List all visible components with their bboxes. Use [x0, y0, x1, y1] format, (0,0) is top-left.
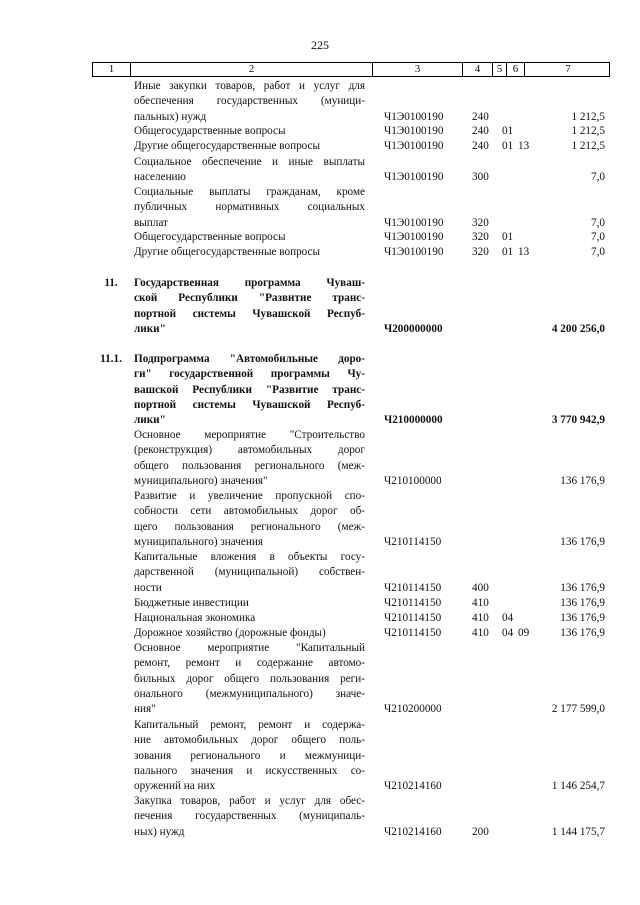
row-amount: 1 144 175,7	[551, 825, 605, 838]
row-code: Ч210114150	[384, 627, 442, 639]
row-code: Ч1Э0100190	[384, 231, 444, 243]
row-name-line: муниципального) значения	[134, 535, 263, 548]
row-code: Ч1Э0100190	[384, 246, 444, 258]
row-name-line: оружений на них	[134, 780, 216, 793]
row-amount: 4 200 256,0	[551, 322, 605, 335]
row-amount: 136 176,9	[560, 597, 605, 609]
row-amount: 136 176,9	[560, 627, 605, 639]
row-code: Ч210214160	[384, 780, 442, 793]
row-name-line: населению	[134, 171, 186, 184]
row-name-line: Национальная экономика	[134, 612, 256, 624]
row-code: Ч1Э0100190	[384, 110, 444, 123]
row-name	[134, 718, 365, 794]
row-name-line: Подпрограмма "Автомобильные доро-	[134, 353, 365, 365]
row-name-line: ности	[134, 581, 162, 594]
page-number: 225	[311, 38, 329, 52]
row-section: 01	[502, 231, 514, 243]
header-col-3: 3	[373, 63, 463, 76]
row-amount: 7,0	[591, 231, 605, 243]
row-name-line: Иные закупки товаров, работ и услуг для	[134, 80, 365, 92]
row-name	[134, 230, 365, 245]
row-code: Ч1Э0100190	[384, 125, 444, 137]
row-code: Ч210114150	[384, 612, 442, 624]
row-name-line: выплат	[134, 216, 168, 229]
row-name-line: Основное мероприятие "Капитальный	[134, 642, 365, 654]
row-name-line: Общегосударственные вопросы	[134, 125, 286, 137]
row-name-line: Капитальные вложения в объекты госу-	[134, 551, 365, 563]
row-expense-type: 410	[472, 627, 489, 639]
row-name	[134, 245, 365, 260]
row-amount: 136 176,9	[560, 474, 605, 487]
row-name	[134, 611, 365, 626]
row-name-line: пальных) нужд	[134, 110, 207, 123]
row-name-line: ской Республики "Развитие транс-	[134, 292, 365, 305]
row-expense-type: 300	[472, 171, 489, 184]
row-amount: 136 176,9	[560, 581, 605, 594]
row-name-line: (реконструкция) автомобильных дорог	[134, 444, 365, 457]
header-col-4: 4	[463, 63, 493, 76]
row-name-line: щего пользования регионального (меж-	[134, 520, 365, 533]
row-name-line: публичных нормативных социальных	[134, 201, 365, 214]
row-expense-type: 200	[472, 825, 489, 838]
row-section: 01	[502, 140, 514, 152]
row-amount: 2 177 599,0	[551, 703, 605, 716]
header-col-5: 5	[493, 63, 507, 76]
row-name-line: ремонт, ремонт и содержание автомо-	[134, 657, 365, 670]
row-name	[134, 641, 365, 717]
row-name-line: пального значения и искусственных со-	[134, 764, 365, 777]
row-subsection: 09	[518, 627, 530, 639]
row-name-line: Капитальный ремонт, ремонт и содержа-	[134, 719, 365, 731]
row-amount: 7,0	[591, 216, 605, 229]
row-name-line: общего пользования регионального (меж-	[134, 459, 365, 472]
row-name-line: муниципального) значения"	[134, 474, 268, 487]
row-expense-type: 240	[472, 140, 489, 152]
row-amount: 136 176,9	[560, 535, 605, 548]
row-name-line: Другие общегосударственные вопросы	[134, 140, 321, 152]
row-name-line: ния"	[134, 703, 156, 716]
row-name	[134, 185, 365, 231]
table-header	[92, 62, 610, 77]
row-name	[134, 794, 365, 840]
row-amount: 3 770 942,9	[551, 414, 605, 427]
row-expense-type: 320	[472, 231, 489, 243]
row-number: 11.1.	[100, 353, 122, 365]
row-name-line: бильных дорог общего пользования реги-	[134, 672, 365, 685]
header-col-6: 6	[507, 63, 525, 76]
row-name-line: печения государственных (муниципаль-	[134, 810, 365, 823]
row-name-line: Государственная программа Чуваш-	[134, 277, 365, 289]
row-code: Ч210200000	[384, 703, 442, 716]
row-name-line: онального (межмуниципального) значе-	[134, 687, 365, 700]
row-expense-type: 400	[472, 581, 489, 594]
row-name	[134, 276, 365, 337]
row-name-line: Общегосударственные вопросы	[134, 231, 286, 243]
row-name-line: Развитие и увеличение пропускной спо-	[134, 490, 365, 502]
row-name-line: собности сети автомобильных дорог об-	[134, 505, 365, 518]
row-name	[134, 550, 365, 596]
row-code: Ч210114150	[384, 535, 442, 548]
row-expense-type: 410	[472, 612, 489, 624]
row-code: Ч210100000	[384, 474, 442, 487]
row-name-line: Основное мероприятие "Строительство	[134, 429, 365, 441]
row-expense-type: 410	[472, 597, 489, 609]
row-amount: 7,0	[591, 246, 605, 258]
row-name-line: Другие общегосударственные вопросы	[134, 246, 321, 258]
row-code: Ч1Э0100190	[384, 171, 444, 184]
row-subsection: 13	[518, 140, 530, 152]
row-name-line: ных) нужд	[134, 825, 185, 838]
row-name-line: дарственной (муниципальной) собствен-	[134, 566, 365, 579]
row-name	[134, 124, 365, 139]
row-section: 04	[502, 612, 514, 624]
row-name-line: Дорожное хозяйство (дорожные фонды)	[134, 627, 326, 639]
row-name-line: обеспечения государственных (муници-	[134, 95, 365, 108]
row-expense-type: 240	[472, 110, 489, 123]
row-name	[134, 139, 365, 154]
row-code: Ч200000000	[384, 322, 443, 335]
row-expense-type: 240	[472, 125, 489, 137]
row-amount: 1 146 254,7	[551, 780, 605, 793]
row-section: 04	[502, 627, 514, 639]
row-amount: 136 176,9	[560, 612, 605, 624]
row-code: Ч1Э0100190	[384, 140, 444, 152]
row-amount: 1 212,5	[571, 125, 605, 137]
row-code: Ч210114150	[384, 581, 442, 594]
row-code: Ч1Э0100190	[384, 216, 444, 229]
row-name	[134, 79, 365, 125]
row-name-line: зования регионального и межмуници-	[134, 749, 365, 762]
row-number: 11.	[104, 277, 118, 289]
row-name	[134, 489, 365, 550]
row-code: Ч210214160	[384, 825, 442, 838]
row-name-line: вашской Республики "Развитие транс-	[134, 383, 365, 396]
row-section: 01	[502, 246, 514, 258]
row-amount: 7,0	[591, 171, 605, 184]
header-col-7: 7	[565, 63, 571, 75]
row-name-line: Социальное обеспечение и иные выплаты	[134, 156, 365, 168]
row-code: Ч210000000	[384, 414, 443, 427]
row-code: Ч210114150	[384, 597, 442, 609]
row-subsection: 13	[518, 246, 530, 258]
row-name-line: Закупка товаров, работ и услуг для обес-	[134, 795, 365, 807]
row-name	[134, 155, 365, 186]
row-amount: 1 212,5	[571, 110, 605, 123]
row-name	[134, 626, 365, 641]
row-amount: 1 212,5	[571, 140, 605, 152]
row-name-line: ги" государственной программы Чу-	[134, 368, 365, 381]
row-name-line: лики"	[134, 322, 166, 335]
row-name-line: ние автомобильных дорог общего поль-	[134, 734, 365, 747]
row-name-line: портной системы Чувашской Респуб-	[134, 398, 365, 411]
row-section: 01	[502, 125, 514, 137]
row-name-line: Социальные выплаты гражданам, кроме	[134, 186, 365, 198]
row-name-line: лики"	[134, 414, 166, 427]
row-name	[134, 352, 365, 428]
row-name-line: портной системы Чувашской Респуб-	[134, 307, 365, 320]
row-name-line: Бюджетные инвестиции	[134, 597, 249, 609]
row-name	[134, 428, 365, 489]
header-col-2: 2	[131, 63, 373, 76]
row-name	[134, 596, 365, 611]
row-expense-type: 320	[472, 216, 489, 229]
row-expense-type: 320	[472, 246, 489, 258]
header-col-1: 1	[93, 63, 131, 76]
